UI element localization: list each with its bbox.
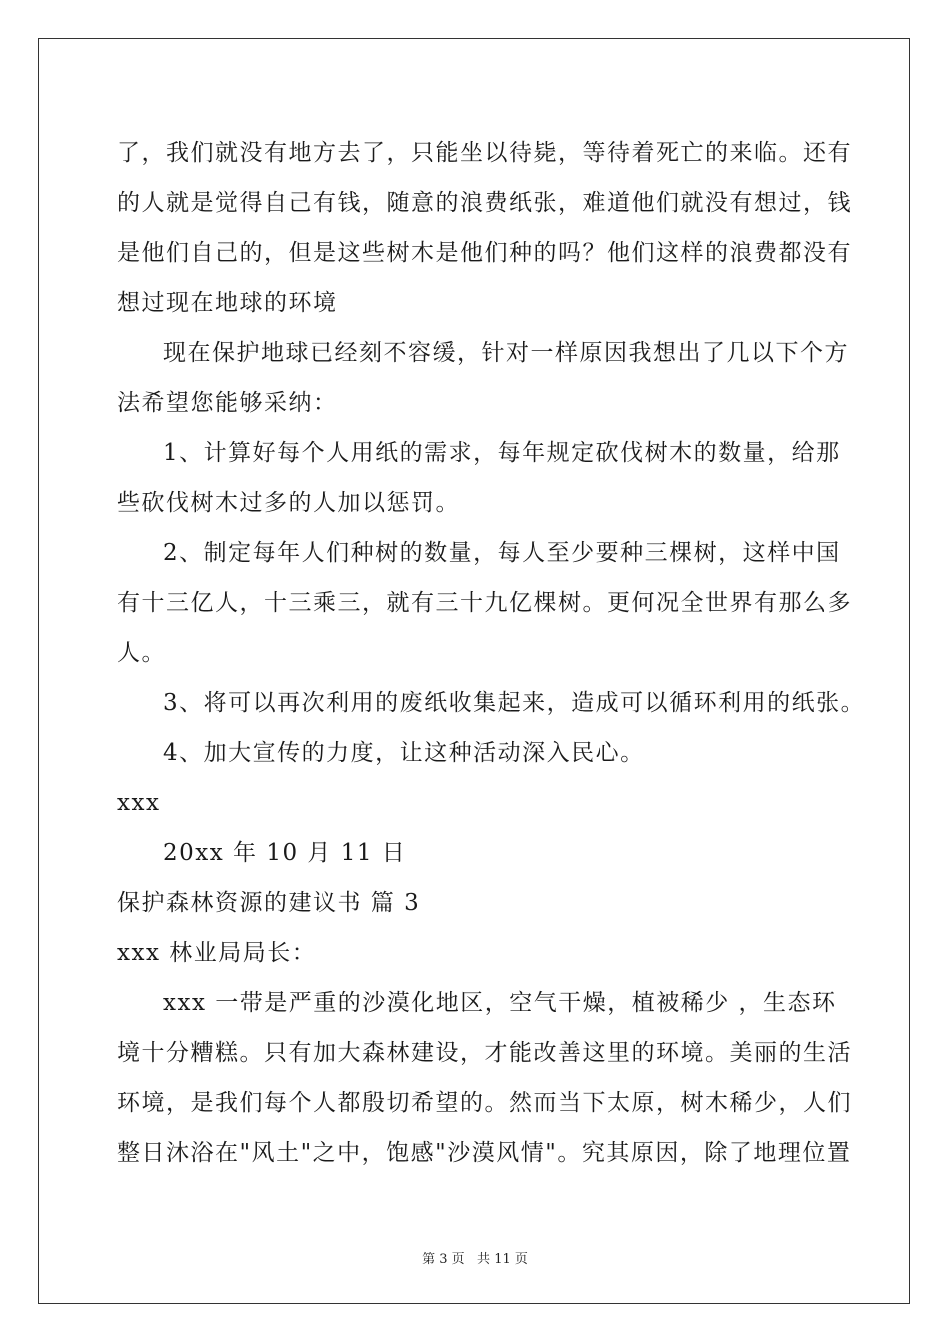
text-line: 20xx 年 10 月 11 日 — [163, 840, 407, 866]
text-line: 人。 — [117, 640, 166, 666]
text-line: 1、计算好每个人用纸的需求，每年规定砍伐树木的数量，给那 — [163, 440, 841, 466]
page-number-footer: 第 3 页 共 11 页 — [422, 1252, 528, 1267]
text-line: xxx 林业局局长： — [117, 940, 317, 966]
text-line: 法希望您能够采纳： — [117, 390, 338, 416]
text-line: 想过现在地球的环境 — [117, 290, 338, 316]
text-line: 有十三亿人，十三乘三，就有三十九亿棵树。更何况全世界有那么多 — [117, 590, 852, 616]
text-line: 保护森林资源的建议书 篇 3 — [117, 890, 421, 916]
text-line: 3、将可以再次利用的废纸收集起来，造成可以循环利用的纸张。 — [163, 690, 866, 716]
text-line: 些砍伐树木过多的人加以惩罚。 — [117, 490, 460, 516]
text-line: 环境，是我们每个人都殷切希望的。然而当下太原，树木稀少，人们 — [117, 1090, 852, 1116]
text-line: 2、制定每年人们种树的数量，每人至少要种三棵树，这样中国 — [163, 540, 841, 566]
text-line: xxx 一带是严重的沙漠化地区，空气干燥，植被稀少 ，生态环 — [163, 990, 837, 1016]
text-line: 的人就是觉得自己有钱，随意的浪费纸张，难道他们就没有想过，钱 — [117, 190, 852, 216]
document-body — [117, 128, 866, 1178]
text-line: xxx — [117, 790, 161, 816]
text-line: 了，我们就没有地方去了，只能坐以待毙，等待着死亡的来临。还有 — [117, 140, 852, 166]
text-line: 是他们自己的，但是这些树木是他们种的吗？他们这样的浪费都没有 — [117, 240, 852, 266]
text-line: 4、加大宣传的力度，让这种活动深入民心。 — [163, 740, 645, 766]
text-line: 整日沐浴在"风土"之中，饱感"沙漠风情"。究其原因，除了地理位置 — [117, 1140, 852, 1166]
text-line: 现在保护地球已经刻不容缓，针对一样原因我想出了几以下个方 — [163, 340, 849, 366]
text-line: 境十分糟糕。只有加大森林建设，才能改善这里的环境。美丽的生活 — [117, 1040, 852, 1066]
